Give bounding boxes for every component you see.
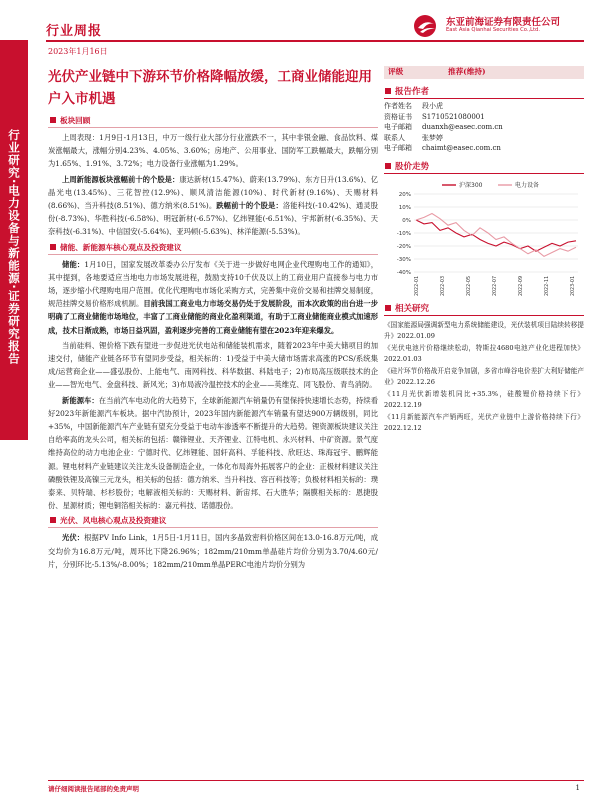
bullet-square-icon xyxy=(50,244,56,250)
report-title: 光伏产业链中下游环节价格降幅放缓，工商业储能迎用户入市机遇 xyxy=(48,69,372,107)
related-research-item[interactable]: 《国家能源局强调新型电力系统储能建设，光伏装机项目陆续转移提升》2022.01.09 xyxy=(384,320,584,340)
related-research-list xyxy=(384,320,584,434)
y-tick-label: -40% xyxy=(396,269,411,276)
analyst-field-value: 张梦婷 xyxy=(422,133,443,142)
analyst-row xyxy=(384,112,584,123)
left-category-band: 行业研究·电力设备与新能源·证券研究报告 xyxy=(0,40,28,440)
storage-policy-text: 1月10日，国家发展改革委办公厅发布《关于进一步做好电网企业代理购电工作的通知》，其中提到，各地要适应当地电力市场发展进程，鼓励支持10千伏及以上的工商业用户直接参与电力市场，逐步缩小代理购电用户范围。优化代理购电市场化采购方式，完善集中竞价交易和挂牌交易制度，规范挂牌交易价格形成机制。 xyxy=(48,259,378,309)
analyst-field-label: 资格证书 xyxy=(384,112,412,121)
footer-rule xyxy=(48,780,584,781)
sidebar xyxy=(384,66,584,435)
y-tick-label: -20% xyxy=(396,243,411,250)
related-research-item[interactable]: 《光伏电池片价格继续松动，特斯拉4680电池产业化进程加快》2022.01.03 xyxy=(384,343,584,363)
paragraph-top-stocks xyxy=(48,173,378,239)
y-tick-label: -10% xyxy=(396,230,411,237)
analyst-field-label: 电子邮箱 xyxy=(384,123,412,131)
paragraph-pv xyxy=(48,531,378,571)
series-line xyxy=(416,220,576,251)
storage-highlight-text: 目前我国工商业电力市场交易仍处于发展阶段，而本次政策的出台进一步明确了工商业储能市场地位，丰富了工商业储能的商业化盈利渠道，有助于工商业储能商业模式加速形成，技术日渐成熟，市场日益巩固，盈利逐步完善的工商业储能有望在2023年迎来爆发。 xyxy=(48,299,378,335)
header-rule xyxy=(46,40,584,42)
logo-chinese-name: 东亚前海证券有限责任公司 xyxy=(446,17,561,28)
bold-lead: 跌幅前十的个股是： xyxy=(216,201,283,211)
analyst-field-label: 作者姓名 xyxy=(384,102,412,110)
rating-label: 评级 xyxy=(388,67,404,76)
paragraph-weekly-performance: 上周表现：1月9日-1月13日，中万一级行业大部分行业涨跌不一，其中非银金融、食品饮料、煤炭涨幅最大，涨幅分别4.23%、4.05%、3.60%；房地产、公用事业、国防军工跌幅最大，跌幅分别为1.65%、1.91%、3.72%；电力设备行业涨幅为1.29%。 xyxy=(48,133,378,169)
stock-performance-chart xyxy=(384,178,584,296)
company-logo xyxy=(412,13,582,39)
page-number: 1 xyxy=(575,784,580,792)
x-tick-label: 2022-01 xyxy=(415,275,420,296)
x-tick-label: 2023-01 xyxy=(571,275,576,296)
analyst-field-label: 电子邮箱 xyxy=(384,144,412,152)
analyst-row xyxy=(384,143,584,154)
analyst-row xyxy=(384,122,584,133)
bold-lead: 储能： xyxy=(62,259,85,269)
analyst-row xyxy=(384,101,584,112)
x-tick-label: 2022-07 xyxy=(493,275,498,296)
main-body xyxy=(48,112,378,573)
section-header-storage xyxy=(48,241,378,255)
nev-text: 在当前汽车电动化的大趋势下，全球新能源汽车销量仍有望保持快速增长态势，持续看好2023年新能源汽车板块。据中汽协预计，2023年国内新能源汽车销量有望达900万辆级别，同比+35%，中国新能源汽车产业链有望充分受益于电动车渗透率不断提升的大趋势。锂资源板块建议关注自给率高的龙头公司，相关标的包括：赣锋锂业、天齐锂业、江特电机、永兴材料、中矿资源。景气度维持高位的动力电池企业：宁德时代、亿纬锂能、国轩高科、孚能科技、欣旺达、珠海冠宇、鹏辉能源。锂电材料产业链建议关注龙头设备制造企业，一体化布局海外拓展客户的企业：正极材料建议关注磷酸铁锂及高镍三元龙头，相关标的包括：德方纳米、当升科技、容百科技等；负极材料相关标的：璞泰来、贝特瑞、杉杉股份；电解液相关标的：天赐材料、新宙邦、石大胜华；隔膜相关标的：恩捷股份、星源材质；锂电铜箔相关标的：嘉元科技、诺德股份。 xyxy=(48,395,378,511)
section-title: 板块回顾 xyxy=(60,116,91,125)
bullet-square-icon xyxy=(50,117,56,123)
related-research-item[interactable]: 《硅片环节价格战开启竞争加剧，多省市峰谷电价差扩大利好储能产业》2022.12.26 xyxy=(384,366,584,386)
x-tick-label: 2022-11 xyxy=(545,275,550,296)
bold-lead: 上周新能源板块涨幅前十的个股是： xyxy=(62,174,180,184)
top-losers-text: 洛能科技(-10.42%)、通灵股份(-8.73%)、华胜科技(-6.58%)、明冠新材(-6.57%)、亿纬锂能(-6.51%)、宇邦新材(-6.35%)、天奈科技(-6.31%)、中信国安(-5.64%)、亚玛顿(-5.63%)、林洋能源(-5.53%)。 xyxy=(48,201,379,237)
logo-english-name: East Asia Qianhai Securities Co.,Ltd. xyxy=(446,27,540,33)
bullet-square-icon xyxy=(385,163,391,169)
section-header-pv xyxy=(48,514,378,528)
section-header-related xyxy=(384,302,584,316)
related-research-item[interactable]: 《11月新能源汽车产销两旺，光伏产业链中上游价格持续下行》2022.12.12 xyxy=(384,412,584,432)
section-title: 股价走势 xyxy=(395,161,430,172)
y-tick-label: 10% xyxy=(398,204,411,211)
section-title: 相关研究 xyxy=(395,303,430,314)
x-tick-label: 2022-09 xyxy=(519,275,524,296)
legend-label: 沪深300 xyxy=(459,181,483,189)
report-header xyxy=(0,0,600,62)
section-title: 报告作者 xyxy=(395,87,430,97)
section-header-authors xyxy=(384,85,584,99)
rating-box xyxy=(384,66,584,79)
y-tick-label: 0% xyxy=(402,217,411,224)
bullet-square-icon xyxy=(385,88,391,94)
analyst-field-label: 联系人 xyxy=(384,133,405,142)
report-type-tag: 行业周报 xyxy=(46,24,103,39)
footer-disclaimer: 请仔细阅读报告尾部的免责声明 xyxy=(48,785,139,793)
analyst-row xyxy=(384,133,584,144)
section-title: 光伏、风电核心观点及投资建议 xyxy=(60,516,167,526)
bullet-square-icon xyxy=(385,305,391,311)
top-gainers-text: 康达新材(15.47%)、蔚来(13.79%)、东方日升(13.6%)、亿晶光电(13.45%)、三花智控(12.9%)、顺风清洁能源(10%)、时代新材(9.16%)、天赐材料(8.66%)、当升科技(8.51%)、德方纳米(8.51%)。 xyxy=(48,174,378,211)
analyst-field-value: 段小虎 xyxy=(422,102,443,110)
report-date: 2023年1月16日 xyxy=(48,47,108,56)
paragraph-nev xyxy=(48,394,378,513)
analyst-email-link[interactable]: chaimt@easec.com.cn xyxy=(422,144,501,152)
analyst-field-value: S1710521080001 xyxy=(422,112,485,121)
bullet-square-icon xyxy=(50,517,56,523)
analyst-email-link[interactable]: duanxh@easec.com.cn xyxy=(422,123,503,131)
pv-text: 根据PV Info Link，1月5日-1月11日，国内多晶致密料价格区间在13.0-16.8万元/吨，成交均价为16.8万元/吨，周环比下降26.96%；182mm/210mm单晶硅片均价分别为3.70/4.60元/片，分别环比-5.13%/-8.00%；182mm/210mm单晶PERC电池片均价分别为 xyxy=(48,533,378,569)
paragraph-storage-targets: 当前硅料、锂价格下跌有望进一步促进光伏电站和储能装机需求，随着2023年中美大储项目的加速交付，储能产业链各环节有望同步受益，相关标的：1)受益于中美大储市场需求高涨的PCS/系统集成/运营商企业——盛弘股份、上能电气、南网科技、科华数据、科陆电子；2)布局高压级联技术的企业——智光电气、金盘科技、新风光；3)布局液冷温控技术的企业——英维克、同飞股份、青鸟消防。 xyxy=(48,340,378,390)
related-research-item[interactable]: 《11月光伏新增装机同比+35.3%，硅酸锂价格持续下行》2022.12.19 xyxy=(384,389,584,409)
y-tick-label: -30% xyxy=(396,256,411,263)
bold-lead: 新能源车： xyxy=(62,395,99,405)
section-header-review xyxy=(48,114,378,128)
logo-mark-icon xyxy=(412,13,442,39)
y-tick-label: 20% xyxy=(398,191,411,198)
x-tick-label: 2022-03 xyxy=(441,275,446,296)
paragraph-storage-policy xyxy=(48,258,378,337)
bold-lead: 光伏： xyxy=(62,533,85,543)
analyst-info xyxy=(384,101,584,154)
legend-label: 电力设备 xyxy=(515,181,540,189)
x-tick-label: 2022-05 xyxy=(467,275,472,296)
performance-chart-svg xyxy=(384,178,584,296)
rating-value: 推荐(维持) xyxy=(448,67,486,76)
section-title: 储能、新能源车核心观点及投资建议 xyxy=(60,242,182,252)
section-header-performance xyxy=(384,160,584,174)
